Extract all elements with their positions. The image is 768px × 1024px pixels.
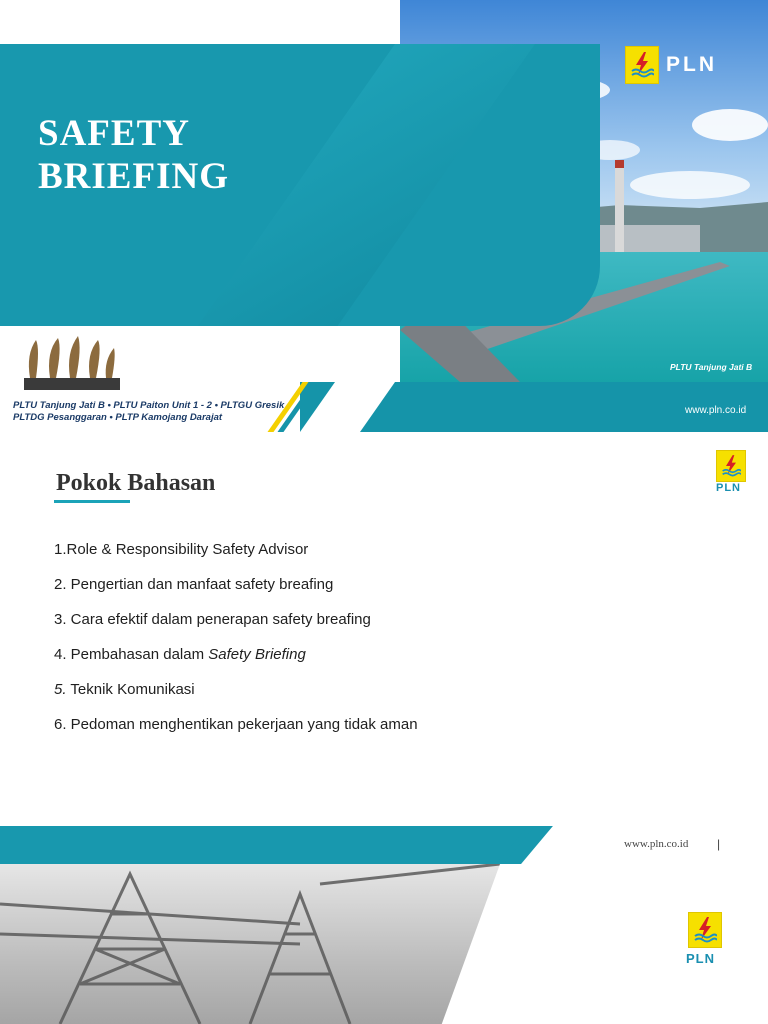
agenda-heading: Pokok Bahasan: [56, 470, 216, 496]
pln-logo: [625, 46, 717, 84]
pln-logo-closing: [688, 912, 722, 948]
agenda-emphasis: Safety Briefing: [208, 646, 306, 663]
photo-caption: PLTU Tanjung Jati B: [670, 362, 753, 372]
agenda-item: [54, 575, 418, 610]
website-link[interactable]: www.pln.co.id: [624, 838, 689, 850]
title-line-1: SAFETY: [38, 113, 190, 154]
heading-underline: [54, 500, 130, 503]
lightning-bolt-icon: [716, 450, 746, 482]
separator: |: [717, 837, 721, 851]
awards-line-1: PLTU Tanjung Jati B • PLTU Paiton Unit 1 - 2 • PLTGU Gresik: [13, 400, 285, 411]
agenda-text: 4. Pembahasan dalam: [54, 646, 209, 663]
agenda-slide: [0, 432, 768, 864]
agenda-text: 2. Pengertian dan manfaat safety breafing: [54, 576, 334, 593]
logo-text: PLN: [716, 482, 741, 494]
agenda-item: [54, 540, 418, 575]
agenda-item: [54, 715, 418, 750]
agenda-item: [54, 610, 418, 645]
agenda-text: 1.Role & Responsibility Safety Advisor: [54, 541, 309, 558]
lightning-bolt-icon: [688, 912, 722, 948]
logo-text: PLN: [686, 951, 715, 966]
agenda-item: [54, 645, 418, 680]
transmission-tower-photo: [0, 864, 510, 1024]
website-link[interactable]: www.pln.co.id: [685, 405, 747, 416]
closing-slide: [0, 864, 768, 1024]
agenda-text: 3. Cara efektif dalam penerapan safety breafing: [54, 611, 371, 628]
lightning-bolt-icon: [625, 46, 659, 84]
agenda-text: Teknik Komunikasi: [66, 681, 195, 698]
title-line-2: BRIEFING: [38, 156, 229, 197]
pln-logo-small: [716, 450, 746, 482]
agenda-item: [54, 680, 418, 715]
title-slide: [0, 0, 768, 432]
awards-line-2: PLTDG Pesanggaran • PLTP Kamojang Darajat: [13, 412, 223, 423]
slide-title: [38, 112, 229, 198]
awards-trophies-image: [16, 334, 126, 392]
agenda-number: 5.: [54, 681, 67, 698]
agenda-text: 6. Pedoman menghentikan pekerjaan yang tidak aman: [54, 716, 418, 733]
awards-caption: [13, 400, 284, 424]
logo-text: PLN: [666, 53, 717, 76]
agenda-list: [54, 540, 418, 750]
